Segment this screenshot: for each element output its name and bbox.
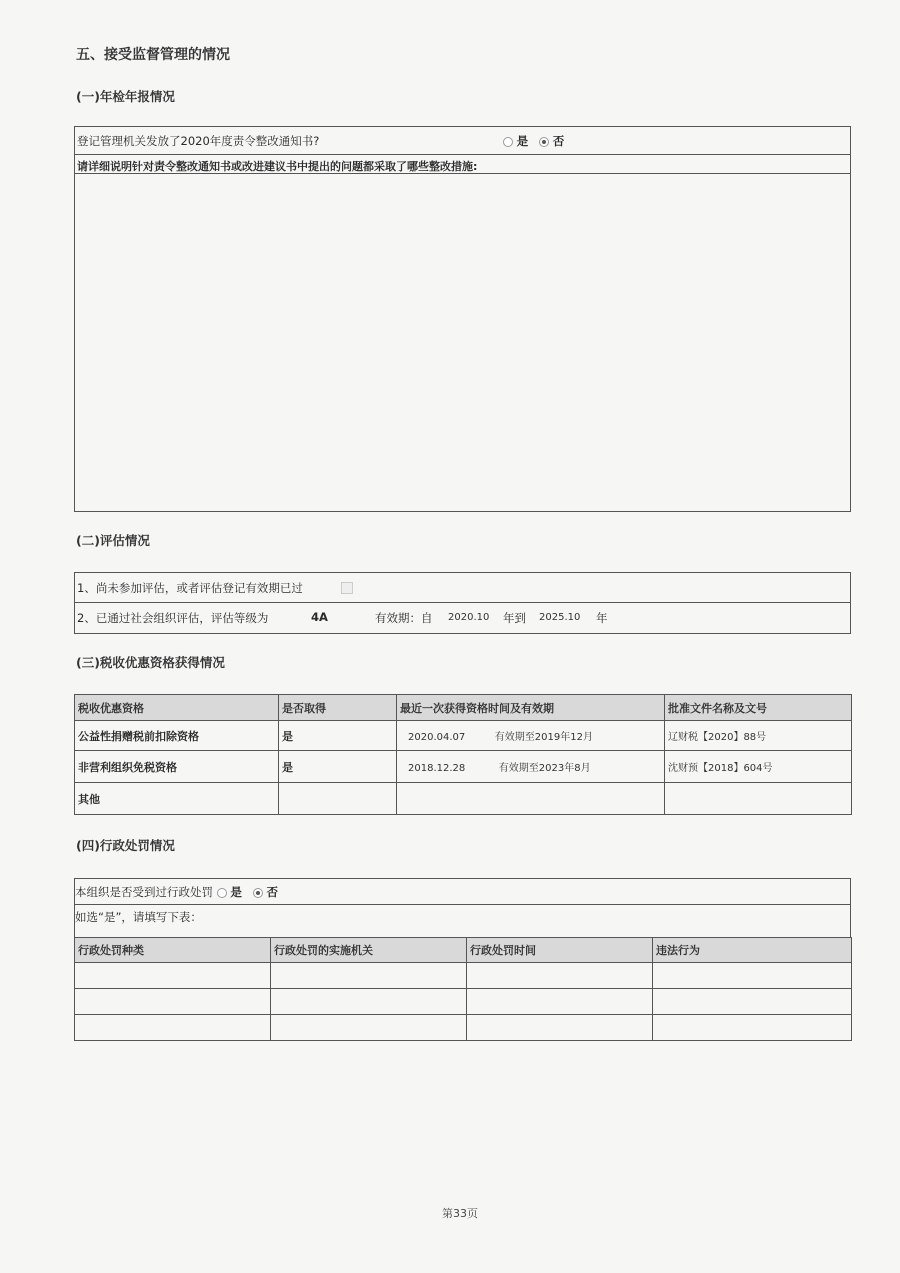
penalty-header: 行政处罚种类 [75, 938, 271, 963]
page-number: 第33页 [442, 1207, 478, 1220]
penalty-cell[interactable] [467, 1015, 653, 1041]
rectification-question: 登记管理机关发放了2020年度责令整改通知书? [77, 134, 320, 148]
penalty-header: 行政处罚的实施机关 [271, 938, 467, 963]
tax-header: 是否取得 [279, 695, 397, 721]
tax-obtained[interactable] [279, 783, 397, 815]
tax-name: 其他 [75, 783, 279, 815]
not-evaluated-checkbox[interactable] [341, 582, 353, 594]
radio-no[interactable] [539, 137, 549, 147]
tax-date[interactable] [397, 783, 665, 815]
measures-textarea[interactable] [76, 175, 849, 509]
tax-title: (三)税收优惠资格获得情况 [76, 655, 225, 670]
penalty-header: 违法行为 [653, 938, 852, 963]
tax-table [74, 694, 852, 815]
penalty-cell[interactable] [653, 963, 852, 989]
tax-date: 2018.12.28 [408, 763, 466, 774]
divider [75, 904, 850, 905]
tax-obtained[interactable]: 是 [279, 751, 397, 783]
evaluated-label: 2、已通过社会组织评估，评估等级为 [77, 611, 269, 625]
tax-date: 2020.04.07 [408, 732, 466, 743]
penalty-title: (四)行政处罚情况 [76, 838, 175, 853]
penalty-cell[interactable] [271, 989, 467, 1015]
penalty-cell[interactable] [653, 989, 852, 1015]
penalty-cell[interactable] [271, 1015, 467, 1041]
tax-obtained[interactable]: 是 [279, 721, 397, 751]
tax-header-row [75, 695, 852, 721]
penalty-cell[interactable] [75, 963, 271, 989]
tax-header: 税收优惠资格 [75, 695, 279, 721]
annual-inspection-box [74, 126, 851, 512]
tax-header: 批准文件名称及文号 [665, 695, 852, 721]
divider [75, 602, 850, 603]
measures-label: 请详细说明针对责令整改通知书或改进建议书中提出的问题都采取了哪些整改措施: [77, 160, 478, 173]
radio-no[interactable] [253, 888, 263, 898]
tax-validity: 有效期至2019年12月 [494, 732, 593, 743]
radio-yes-label: 是 [516, 134, 529, 148]
table-row [75, 721, 852, 751]
not-evaluated-label: 1、尚未参加评估，或者评估登记有效期已过 [77, 581, 303, 595]
valid-to[interactable]: 2025.10 [539, 612, 581, 623]
evaluation-title: (二)评估情况 [76, 533, 150, 548]
penalty-question [75, 884, 278, 900]
tax-doc[interactable] [665, 783, 852, 815]
tax-doc[interactable]: 沈财预【2018】604号 [665, 751, 852, 783]
tax-name: 公益性捐赠税前扣除资格 [75, 721, 279, 751]
penalty-header: 行政处罚时间 [467, 938, 653, 963]
penalty-cell[interactable] [271, 963, 467, 989]
evaluation-grade[interactable]: 4A [311, 610, 328, 624]
divider [75, 173, 850, 174]
validity-label: 有效期：自 [375, 611, 433, 625]
evaluation-box [74, 572, 851, 634]
tax-validity: 有效期至2023年8月 [498, 763, 591, 774]
penalty-header-row [75, 938, 852, 963]
penalty-cell[interactable] [467, 989, 653, 1015]
tax-date-cell[interactable] [397, 721, 665, 751]
table-row [75, 751, 852, 783]
table-row [75, 1015, 852, 1041]
radio-no-label: 否 [552, 134, 565, 148]
penalty-cell[interactable] [653, 1015, 852, 1041]
section-title: 五、接受监督管理的情况 [76, 47, 230, 63]
penalty-cell[interactable] [75, 989, 271, 1015]
radio-yes-label: 是 [230, 885, 242, 899]
radio-yes[interactable] [503, 137, 513, 147]
penalty-hint: 如选“是”，请填写下表： [75, 910, 202, 924]
tax-date-cell[interactable] [397, 751, 665, 783]
tax-name: 非营利组织免税资格 [75, 751, 279, 783]
divider [75, 154, 850, 155]
penalty-box [74, 878, 851, 938]
radio-yes[interactable] [217, 888, 227, 898]
penalty-question-text: 本组织是否受到过行政处罚 [75, 885, 213, 899]
table-row [75, 783, 852, 815]
annual-inspection-title: (一)年检年报情况 [76, 89, 175, 104]
table-row [75, 989, 852, 1015]
penalty-table [74, 937, 852, 1041]
tax-header: 最近一次获得资格时间及有效期 [397, 695, 665, 721]
table-row [75, 963, 852, 989]
valid-from[interactable]: 2020.10 [448, 612, 490, 623]
tax-doc[interactable]: 辽财税【2020】88号 [665, 721, 852, 751]
radio-no-label: 否 [266, 885, 278, 899]
year-suffix: 年 [596, 611, 608, 625]
penalty-cell[interactable] [75, 1015, 271, 1041]
penalty-cell[interactable] [467, 963, 653, 989]
rectification-radio-group [503, 133, 564, 149]
to-label: 年到 [503, 611, 526, 625]
